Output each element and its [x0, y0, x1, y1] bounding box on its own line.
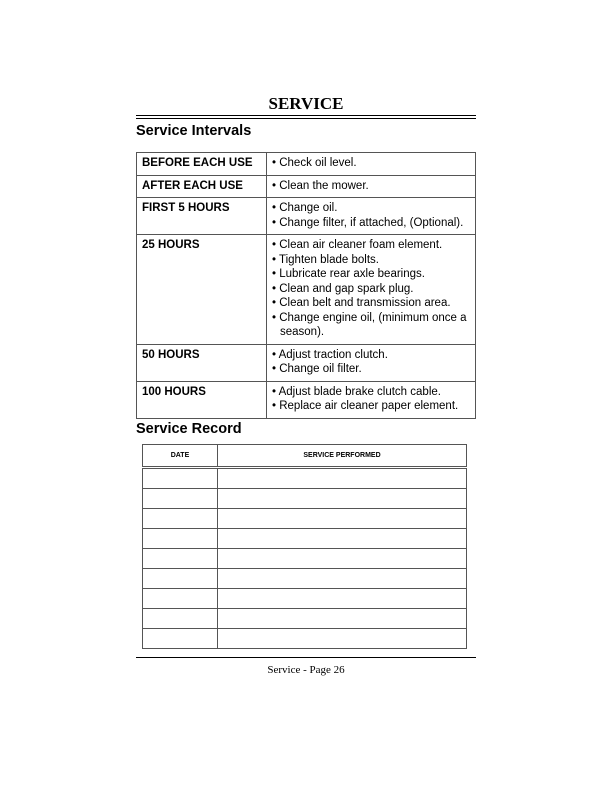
service-intervals-table — [136, 152, 476, 419]
task-item: • Change oil. — [272, 202, 338, 214]
task-item: • Lubricate rear axle bearings. — [272, 268, 425, 280]
service-intervals-heading: Service Intervals — [136, 123, 252, 139]
service-cell[interactable] — [218, 529, 467, 549]
date-column-header: DATE — [143, 445, 218, 468]
record-row — [143, 509, 467, 529]
task-item: • Check oil level. — [272, 157, 357, 169]
service-cell[interactable] — [218, 489, 467, 509]
footer-rule — [136, 657, 476, 658]
table-row — [137, 344, 476, 381]
service-performed-column-header: SERVICE PERFORMED — [218, 445, 467, 468]
task-item: • Change filter, if attached, (Optional). — [272, 216, 464, 229]
date-cell[interactable] — [143, 549, 218, 569]
date-cell[interactable] — [143, 509, 218, 529]
title-double-rule — [136, 115, 476, 119]
record-row — [143, 549, 467, 569]
table-row — [137, 153, 476, 176]
record-row — [143, 489, 467, 509]
record-row — [143, 569, 467, 589]
interval-tasks — [267, 235, 476, 345]
date-cell[interactable] — [143, 589, 218, 609]
date-cell[interactable] — [143, 629, 218, 649]
service-cell[interactable] — [218, 589, 467, 609]
record-row — [143, 468, 467, 489]
record-row — [143, 609, 467, 629]
interval-label: 25 HOURS — [137, 235, 267, 345]
task-item: • Replace air cleaner paper element. — [272, 400, 459, 412]
task-item: • Adjust traction clutch. — [272, 348, 388, 361]
service-cell[interactable] — [218, 629, 467, 649]
interval-tasks — [267, 153, 476, 176]
interval-label: AFTER EACH USE — [137, 175, 267, 198]
service-cell[interactable] — [218, 549, 467, 569]
date-cell[interactable] — [143, 569, 218, 589]
table-row — [137, 381, 476, 418]
interval-label: 50 HOURS — [137, 344, 267, 381]
interval-tasks — [267, 175, 476, 198]
date-cell[interactable] — [143, 468, 218, 489]
task-item: • Clean the mower. — [272, 179, 369, 192]
service-cell[interactable] — [218, 569, 467, 589]
interval-tasks — [267, 344, 476, 381]
task-item: • Change oil filter. — [272, 363, 362, 375]
page-footer: Service - Page 26 — [267, 664, 345, 676]
task-item: • Clean air cleaner foam element. — [272, 239, 443, 251]
service-cell[interactable] — [218, 609, 467, 629]
table-row — [137, 175, 476, 198]
interval-tasks — [267, 381, 476, 418]
date-cell[interactable] — [143, 489, 218, 509]
date-cell[interactable] — [143, 609, 218, 629]
page-title: SERVICE — [268, 94, 344, 113]
record-row — [143, 529, 467, 549]
task-item: • Clean belt and transmission area. — [272, 297, 451, 309]
date-cell[interactable] — [143, 529, 218, 549]
service-cell[interactable] — [218, 509, 467, 529]
record-row — [143, 629, 467, 649]
interval-label: FIRST 5 HOURS — [137, 198, 267, 235]
task-item: • Clean and gap spark plug. — [272, 282, 414, 295]
table-row — [137, 198, 476, 235]
service-record-table — [142, 444, 467, 649]
service-record-heading: Service Record — [136, 421, 242, 437]
interval-tasks — [267, 198, 476, 235]
task-item: • Tighten blade bolts. — [272, 253, 379, 266]
service-cell[interactable] — [218, 468, 467, 489]
record-row — [143, 589, 467, 609]
task-item: • Adjust blade brake clutch cable. — [272, 385, 441, 398]
interval-label: BEFORE EACH USE — [137, 153, 267, 176]
interval-label: 100 HOURS — [137, 381, 267, 418]
task-item: • Change engine oil, (minimum once a season). — [272, 311, 467, 338]
table-row — [137, 235, 476, 345]
